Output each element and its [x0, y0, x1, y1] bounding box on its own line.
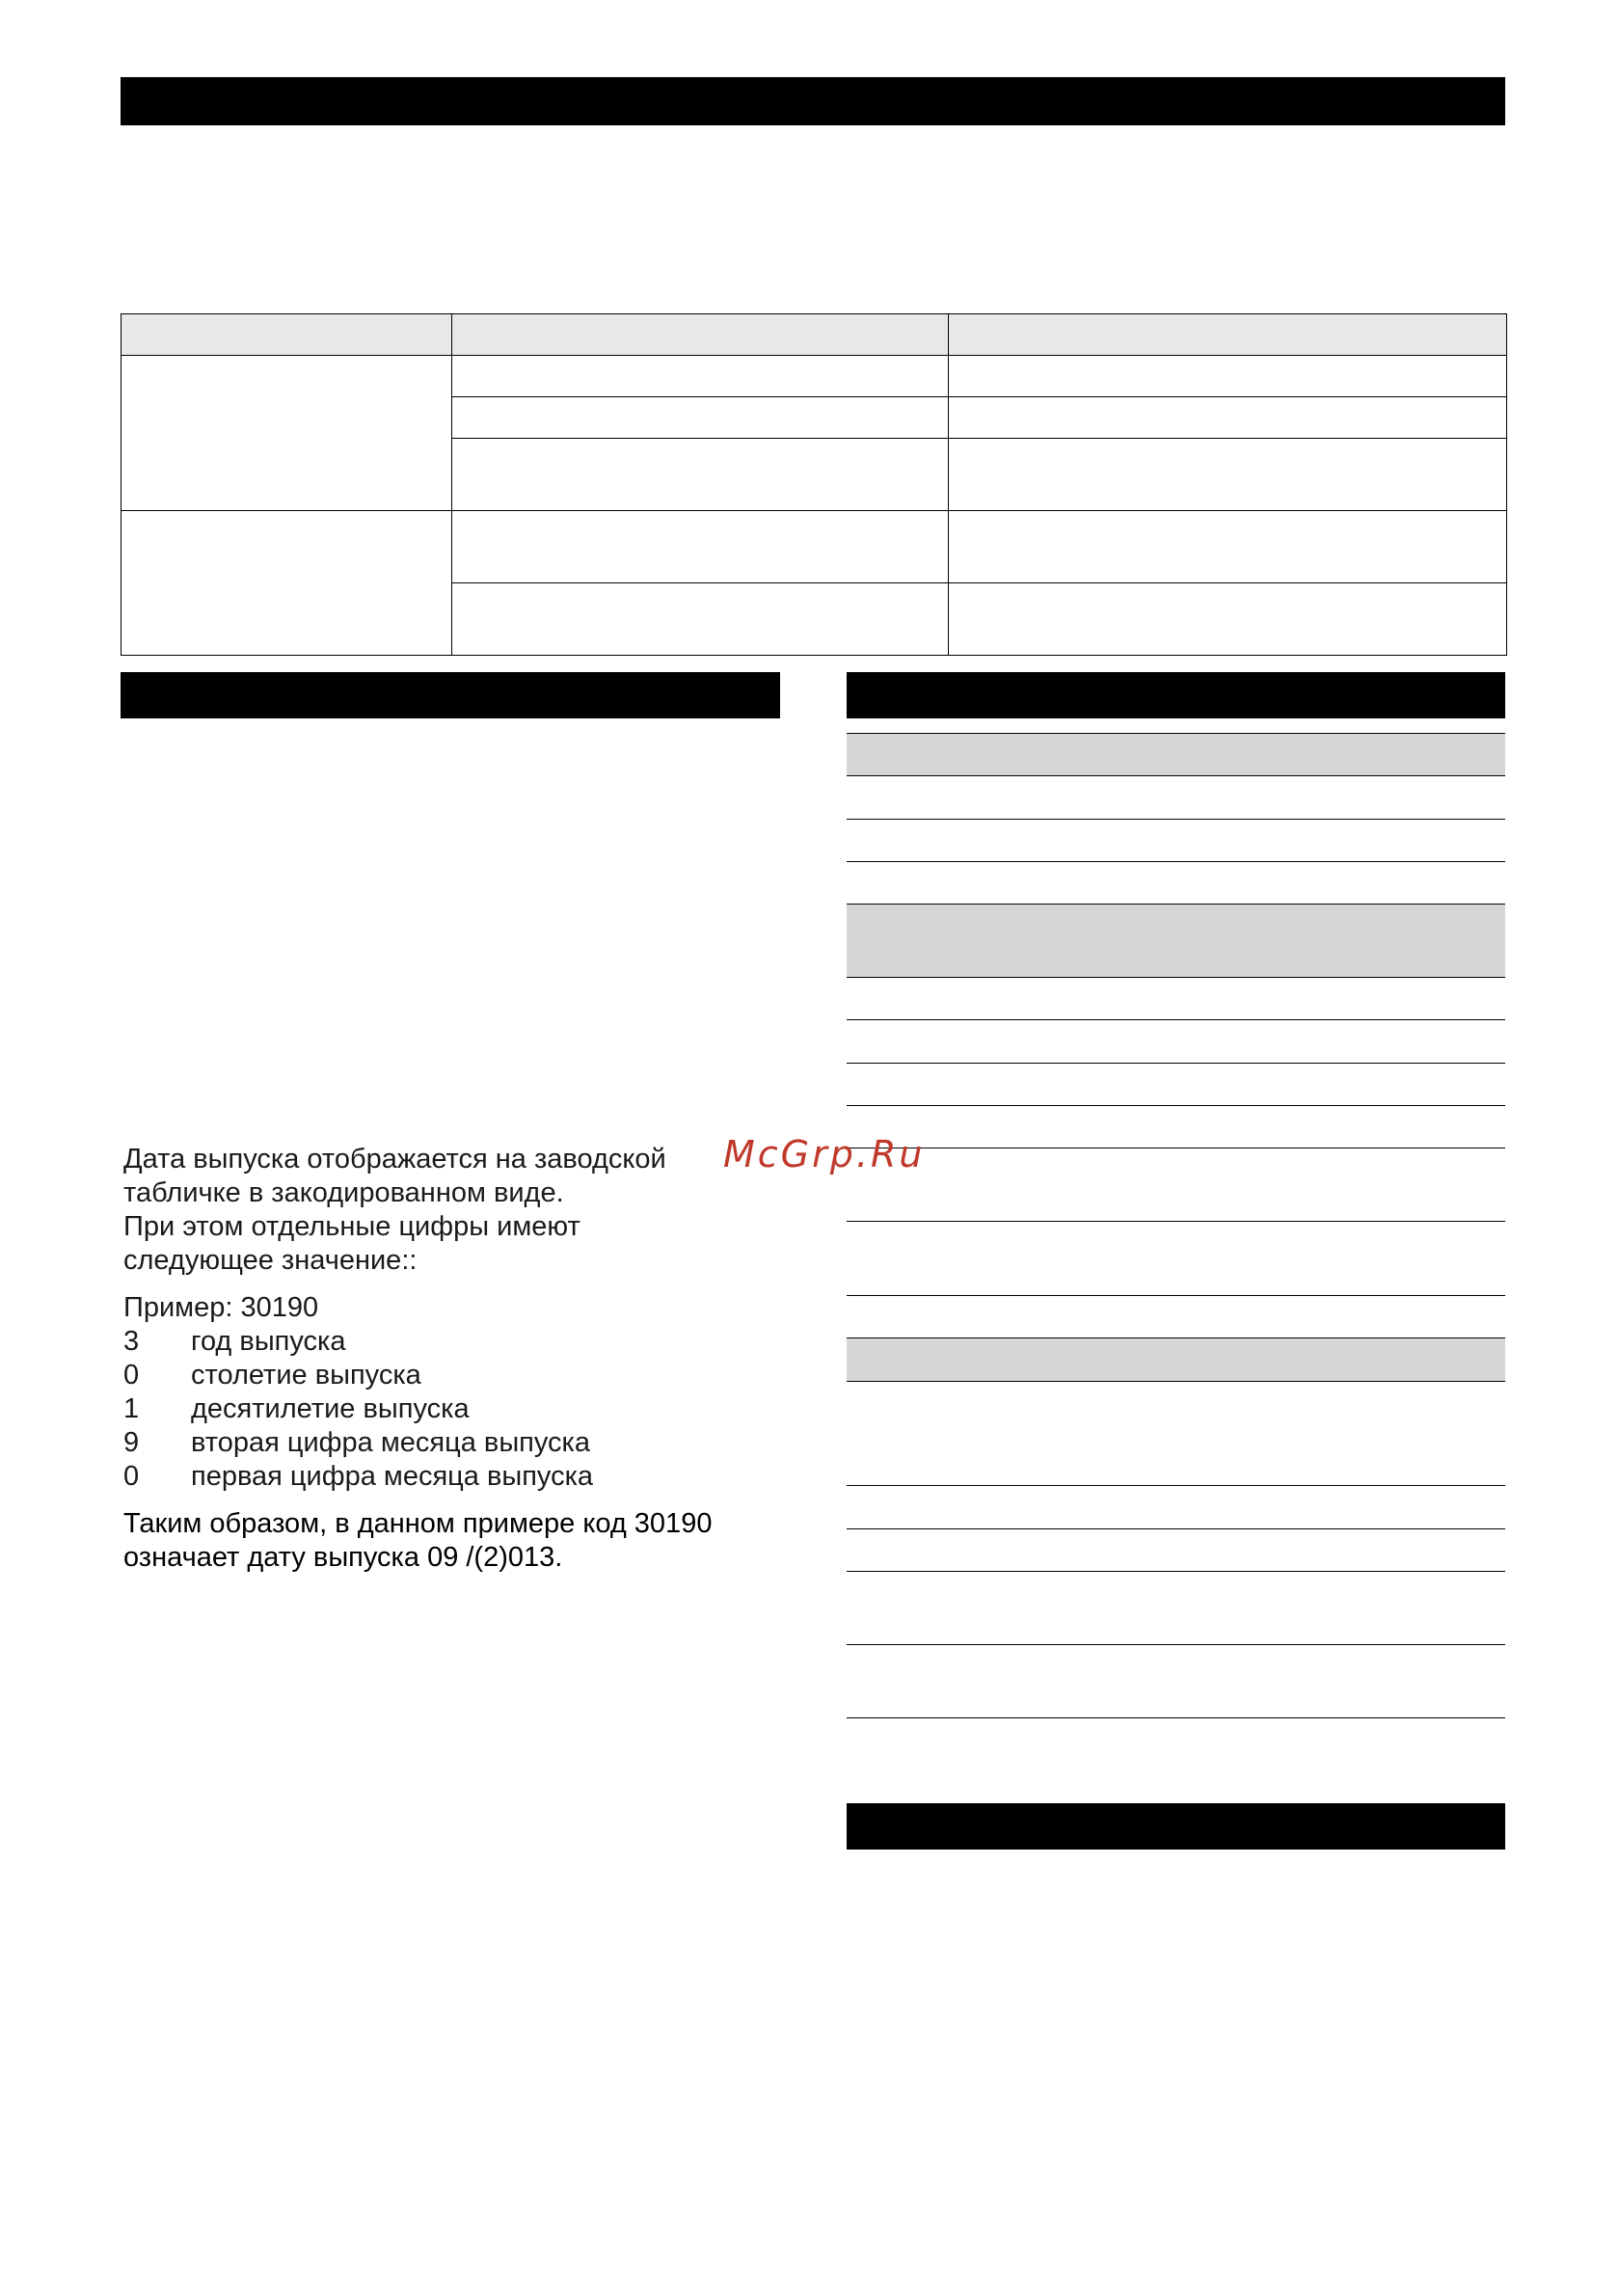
specifications-list — [847, 733, 1505, 1718]
conclusion — [123, 1507, 779, 1575]
spec-row — [847, 1529, 1505, 1572]
spec-row — [847, 1222, 1505, 1296]
table-cell — [121, 356, 452, 511]
spec-row — [847, 1486, 1505, 1529]
code-digit: 0 — [123, 1360, 140, 1391]
spec-row — [847, 1382, 1505, 1486]
table-header-cell — [121, 314, 452, 356]
spec-row — [847, 776, 1505, 820]
code-digit: 9 — [123, 1427, 140, 1458]
manufacture-date-section — [123, 1143, 779, 1575]
intro-line: табличке в закодированном виде. — [123, 1177, 564, 1208]
table-header-cell — [949, 314, 1507, 356]
spec-row — [847, 1645, 1505, 1718]
conclusion-line: Таким образом, в данном примере код 30190 — [123, 1508, 713, 1539]
spec-row — [847, 1148, 1505, 1222]
intro-line: Дата выпуска отображается на заводской — [123, 1144, 666, 1175]
spec-row — [847, 978, 1505, 1020]
table-cell — [949, 511, 1507, 583]
spec-row — [847, 1020, 1505, 1064]
left-section-header-bar — [121, 672, 780, 718]
bottom-section-header-bar — [847, 1803, 1505, 1850]
spec-group-header — [847, 733, 1505, 776]
code-meaning: первая цифра месяца выпуска — [191, 1461, 594, 1492]
spec-row — [847, 1296, 1505, 1338]
section-header-bar — [121, 77, 1505, 125]
code-meaning: десятилетие выпуска — [191, 1393, 470, 1424]
table-row — [121, 356, 1507, 397]
spec-row — [847, 1064, 1505, 1106]
spec-row — [847, 862, 1505, 905]
table-header-row — [121, 314, 1507, 356]
table-header-cell — [452, 314, 949, 356]
table-cell — [949, 583, 1507, 656]
spec-row — [847, 1572, 1505, 1645]
spec-group-header — [847, 905, 1505, 978]
code-digit: 1 — [123, 1393, 140, 1424]
table-cell — [452, 356, 949, 397]
table-cell — [452, 397, 949, 439]
spec-row — [847, 1106, 1505, 1148]
table-cell — [452, 511, 949, 583]
table-cell — [121, 511, 452, 656]
table-cell — [949, 397, 1507, 439]
code-row — [123, 1426, 779, 1460]
intro-line: следующее значение:: — [123, 1245, 418, 1276]
spec-row — [847, 820, 1505, 862]
intro-line: При этом отдельные цифры имеют — [123, 1211, 580, 1242]
watermark-logo: McGrp.Ru — [723, 1133, 926, 1175]
code-meaning: столетие выпуска — [191, 1360, 421, 1391]
code-row — [123, 1359, 779, 1392]
code-meaning: год выпуска — [191, 1326, 346, 1357]
table-row — [121, 511, 1507, 583]
code-row — [123, 1392, 779, 1426]
table-cell — [949, 356, 1507, 397]
code-digit: 3 — [123, 1326, 140, 1357]
table-cell — [452, 583, 949, 656]
right-section-header-bar — [847, 672, 1505, 718]
spec-group-header — [847, 1338, 1505, 1382]
code-meaning: вторая цифра месяца выпуска — [191, 1427, 591, 1458]
conclusion-line: означает дату выпуска 09 /(2)013. — [123, 1542, 563, 1573]
table-cell — [949, 439, 1507, 511]
example-label: Пример: 30190 — [123, 1292, 319, 1323]
code-row — [123, 1460, 779, 1494]
code-row — [123, 1325, 779, 1359]
table-cell — [452, 439, 949, 511]
troubleshooting-table — [121, 313, 1507, 656]
code-digit: 0 — [123, 1461, 140, 1492]
